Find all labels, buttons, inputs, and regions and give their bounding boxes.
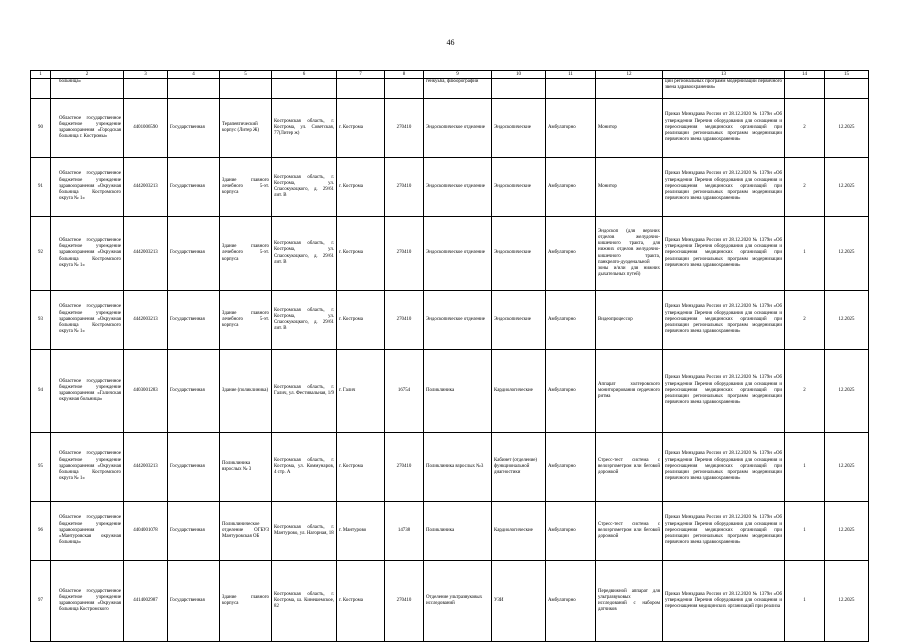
column-number: 14 — [785, 71, 825, 79]
ownership-cell: Государственная — [168, 217, 220, 291]
institution-cell: Областное государственное бюджетное учреждение здравоохранения «Окружная больница Костромского округа № 1» — [51, 291, 124, 350]
inn-cell: 4404001078 — [124, 502, 168, 561]
column-number: 6 — [272, 71, 337, 79]
institution-cell: Областное государственное бюджетное учреждение здравоохранения «Мантуровская окружная больница» — [51, 502, 124, 561]
date-cell: 12.2025 — [825, 561, 869, 642]
basis-cell: Приказ Минздрава России от 28.12.2020 № 1379н «Об утверждении Перечня оборудования для оснащения и переоснащения медицинских организаций при реализации региональных программ модернизации первичного звена здравоохранения» — [663, 158, 785, 217]
column-number: 8 — [385, 71, 424, 79]
institution-cell: Областное государственное бюджетное учреждение здравоохранения «Галичская окружная больница» — [51, 350, 124, 433]
row-number-cell: 92 — [31, 217, 51, 291]
column-number: 2 — [51, 71, 124, 79]
address-cell: Костромская область, г. Мантурово, ул. Нагорная, 18 — [272, 502, 337, 561]
equipment-cell: Монитор — [596, 99, 663, 158]
institution-cell: Областное государственное бюджетное учреждение здравоохранения «Окружная больница Костромского округа № 1» — [51, 158, 124, 217]
equipment-cell: Стресс-тест система с велоэргометром или беговой дорожкой — [596, 502, 663, 561]
column-number: 12 — [596, 71, 663, 79]
basis-cell: Приказ Минздрава России от 28.12.2020 № 1379н «Об утверждении Перечня оборудования для оснащения и переоснащения медицинских организаций при реализации региональных программ модернизации первичного звена здравоохранения» — [663, 502, 785, 561]
care-type-cell: Амбулаторно — [546, 217, 596, 291]
column-number: 7 — [337, 71, 385, 79]
column-number: 9 — [424, 71, 492, 79]
basis-cell: ции региональных программ модернизации первичного звена здравоохранения» — [663, 79, 785, 99]
address-cell: Костромская область, г. Кострома, ул. Спасокукоцкого, д. 29/61 лит. В — [272, 217, 337, 291]
profile-cell: Кардиологические — [492, 350, 546, 433]
care-type-cell: Амбулаторно — [546, 291, 596, 350]
care-type-cell: Амбулаторно — [546, 350, 596, 433]
building-cell: Поликлиническое отделение ОГБУЗ Мантуровская ОБ — [220, 502, 272, 561]
column-number: 13 — [663, 71, 785, 79]
table-row — [31, 291, 869, 350]
department-cell: Поликлиника взрослых №3 — [424, 433, 492, 502]
column-number: 10 — [492, 71, 546, 79]
department-cell: генкуьба, флюорографии — [424, 79, 492, 99]
basis-cell: Приказ Минздрава России от 28.12.2020 № 1379н «Об утверждении Перечня оборудования для оснащения и переоснащения медицинских организаций при реализации региональных программ модернизации первичного звена здравоохранения» — [663, 350, 785, 433]
building-cell: Здание главного лечебного 5-эт. корпуса — [220, 217, 272, 291]
date-cell: 12.2025 — [825, 291, 869, 350]
quantity-cell: 1 — [785, 502, 825, 561]
date-cell: 12.2025 — [825, 502, 869, 561]
basis-cell: Приказ Минздрава России от 28.12.2020 № 1379н «Об утверждении Перечня оборудования для оснащения и переоснащения медицинских организаций при реализа — [663, 561, 785, 642]
ownership-cell: Государственная — [168, 99, 220, 158]
population-cell: 16754 — [385, 350, 424, 433]
quantity-cell: 2 — [785, 99, 825, 158]
population-cell: 270410 — [385, 158, 424, 217]
row-number-cell: 90 — [31, 99, 51, 158]
department-cell: Эндоскопическое отделение — [424, 158, 492, 217]
row-number-cell: 95 — [31, 433, 51, 502]
care-type-cell: Амбулаторно — [546, 561, 596, 642]
ownership-cell: Государственная — [168, 561, 220, 642]
ownership-cell: Государственная — [168, 433, 220, 502]
building-cell: Терапевтический корпус (Литер Ж) — [220, 99, 272, 158]
inn-cell: 4401006590 — [124, 99, 168, 158]
table-row — [31, 502, 869, 561]
address-cell: Костромская область, г. Кострома, ш. Кинешемское, 82 — [272, 561, 337, 642]
basis-cell: Приказ Минздрава России от 28.12.2020 № 1379н «Об утверждении Перечня оборудования для оснащения и переоснащения медицинских организаций при реализации региональных программ модернизации первичного звена здравоохранения» — [663, 291, 785, 350]
profile-cell: Эндоскопические — [492, 217, 546, 291]
column-number: 4 — [168, 71, 220, 79]
equipment-cell: Передвижной аппарат для ультразвуковых исследований с набором датчиков — [596, 561, 663, 642]
date-cell: 12.2025 — [825, 158, 869, 217]
population-cell: 270410 — [385, 561, 424, 642]
inn-cell: 4414002987 — [124, 561, 168, 642]
equipment-cell: Аппарат холтеровского мониторирования сердечного ритма — [596, 350, 663, 433]
inn-cell: 4442003213 — [124, 291, 168, 350]
settlement-cell: г. Кострома — [337, 561, 385, 642]
address-cell: Костромская область, г. Кострома, ул. Советская, 77(Литер ж) — [272, 99, 337, 158]
table-row — [31, 99, 869, 158]
equipment-cell: Монитор — [596, 158, 663, 217]
profile-cell: Эндоскопические — [492, 158, 546, 217]
inn-cell: 4442003213 — [124, 217, 168, 291]
column-number: 5 — [220, 71, 272, 79]
address-cell: Костромская область, г. Кострома, ул. Спасокукоцкого, д. 29/61 лит. В — [272, 158, 337, 217]
institution-cell: Областное государственное бюджетное учреждение здравоохранения «Окружная больница Костромского округа № 1» — [51, 217, 124, 291]
address-cell: Костромская область, г. Кострома, ул. Коммунаров, 4 стр. А — [272, 433, 337, 502]
institution-cell: больница» — [51, 79, 124, 99]
continuation-row — [31, 79, 869, 99]
quantity-cell: 2 — [785, 158, 825, 217]
ownership-cell: Государственная — [168, 158, 220, 217]
inn-cell: 4442003213 — [124, 158, 168, 217]
department-cell: Эндоскопическое отделение — [424, 217, 492, 291]
quantity-cell: 2 — [785, 350, 825, 433]
population-cell: 14738 — [385, 502, 424, 561]
column-number-row — [31, 71, 869, 79]
equipment-cell: Эндоскоп (для верхних отделов желудочно-кишечного тракта, для нижних отделов желудочно-кишечного тракта, панкреато-дуоденальной зоны и/или для нижних дыхательных путей) — [596, 217, 663, 291]
ownership-cell: Государственная — [168, 502, 220, 561]
building-cell: Здание главного лечебного 5-эт. корпуса — [220, 291, 272, 350]
inn-cell: 4403001283 — [124, 350, 168, 433]
quantity-cell: 1 — [785, 217, 825, 291]
settlement-cell: г. Мантурово — [337, 502, 385, 561]
date-cell: 12.2025 — [825, 99, 869, 158]
profile-cell: Кардиологические — [492, 502, 546, 561]
care-type-cell: Амбулаторно — [546, 502, 596, 561]
basis-cell: Приказ Минздрава России от 28.12.2020 № 1379н «Об утверждении Перечня оборудования для оснащения и переоснащения медицинских организаций при реализации региональных программ модернизации первичного звена здравоохранения» — [663, 217, 785, 291]
ownership-cell: Государственная — [168, 350, 220, 433]
table-row — [31, 158, 869, 217]
building-cell: Здание (поликлиника) — [220, 350, 272, 433]
equipment-cell: Видеопроцессор — [596, 291, 663, 350]
population-cell: 270410 — [385, 433, 424, 502]
quantity-cell: 1 — [785, 433, 825, 502]
basis-cell: Приказ Минздрава России от 28.12.2020 № 1379н «Об утверждении Перечня оборудования для оснащения и переоснащения медицинских организаций при реализации региональных программ модернизации первичного звена здравоохранения» — [663, 433, 785, 502]
population-cell: 270410 — [385, 217, 424, 291]
basis-cell: Приказ Минздрава России от 28.12.2020 № 1379н «Об утверждении Перечня оборудования для оснащения и переоснащения медицинских организаций при реализации региональных программ модернизации первичного звена здравоохранения» — [663, 99, 785, 158]
row-number-cell: 96 — [31, 502, 51, 561]
settlement-cell: г. Кострома — [337, 433, 385, 502]
care-type-cell: Амбулаторно — [546, 158, 596, 217]
care-type-cell: Амбулаторно — [546, 99, 596, 158]
date-cell: 12.2025 — [825, 433, 869, 502]
building-cell: Поликлиника взрослых № 3 — [220, 433, 272, 502]
row-number-cell: 91 — [31, 158, 51, 217]
institution-cell: Областное государственное бюджетное учреждение здравоохранения «Окружная больница Костромского округа № 1» — [51, 433, 124, 502]
date-cell: 12.2025 — [825, 350, 869, 433]
column-number: 3 — [124, 71, 168, 79]
equipment-table — [30, 70, 869, 642]
address-cell: Костромская область, г. Галич, ул. Фестивальная, 1/9 — [272, 350, 337, 433]
settlement-cell: г. Кострома — [337, 158, 385, 217]
population-cell: 270410 — [385, 99, 424, 158]
equipment-cell: Стресс-тест система с велоэргометром или беговой дорожкой — [596, 433, 663, 502]
building-cell: Здание главного корпуса — [220, 561, 272, 642]
table-row — [31, 217, 869, 291]
department-cell: Эндоскопическое отделение — [424, 99, 492, 158]
row-number-cell: 94 — [31, 350, 51, 433]
ownership-cell: Государственная — [168, 291, 220, 350]
profile-cell: Эндоскопические — [492, 99, 546, 158]
settlement-cell: г. Галич — [337, 350, 385, 433]
column-number: 1 — [31, 71, 51, 79]
row-number-cell: 93 — [31, 291, 51, 350]
quantity-cell: 2 — [785, 291, 825, 350]
settlement-cell: г. Кострома — [337, 291, 385, 350]
department-cell: Эндоскопическое отделение — [424, 291, 492, 350]
population-cell: 270410 — [385, 291, 424, 350]
department-cell: Поликлиника — [424, 502, 492, 561]
table-row — [31, 561, 869, 642]
profile-cell: Кабинет (отделение) функциональной диагностики — [492, 433, 546, 502]
quantity-cell: 1 — [785, 561, 825, 642]
column-number: 11 — [546, 71, 596, 79]
row-number-cell: 97 — [31, 561, 51, 642]
column-number: 15 — [825, 71, 869, 79]
date-cell: 12.2025 — [825, 217, 869, 291]
institution-cell: Областное государственное бюджетное учреждение здравоохранения «Окружная больница Костромского — [51, 561, 124, 642]
department-cell: Отделение ультразвуковых исследований — [424, 561, 492, 642]
profile-cell: УЗИ — [492, 561, 546, 642]
profile-cell: Эндоскопические — [492, 291, 546, 350]
care-type-cell: Амбулаторно — [546, 433, 596, 502]
inn-cell: 4442003213 — [124, 433, 168, 502]
page-number: 46 — [446, 38, 455, 47]
table-row — [31, 433, 869, 502]
institution-cell: Областное государственное бюджетное учреждение здравоохранения «Городская больница г. Костромы» — [51, 99, 124, 158]
table-row — [31, 350, 869, 433]
address-cell: Костромская область, г. Кострома, ул. Спасокукоцкого, д. 29/61 лит. В — [272, 291, 337, 350]
building-cell: Здание главного лечебного 5-эт. корпуса — [220, 158, 272, 217]
settlement-cell: г. Кострома — [337, 217, 385, 291]
department-cell: Поликлиника — [424, 350, 492, 433]
settlement-cell: г. Кострома — [337, 99, 385, 158]
